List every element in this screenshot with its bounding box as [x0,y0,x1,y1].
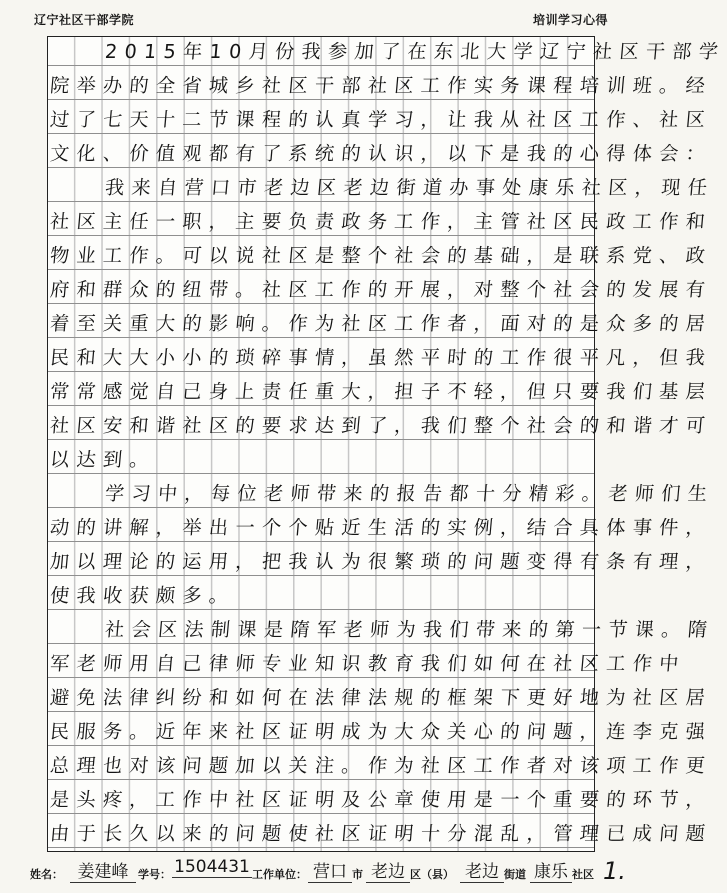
district-label: 区（县） [410,868,454,881]
community-label: 社区 [572,868,594,881]
text-line: 我来自营口市老边区老边街道办事处康乐社区，现任 [104,176,716,199]
id-label: 学号： [138,868,171,881]
text-line: 学习中，每位老师带来的报告都十分精彩。老师们生 [104,482,716,505]
text-line: 院举办的全省城乡社区干部社区工作实务课程培训班。经 [49,74,714,97]
page-number: 1. [603,857,626,885]
id-value: 1504431 [172,857,252,878]
text-line: 由于长久以来的问题使社区证明十分混乱，管理已成问题 [49,822,714,845]
text-line: 以达到。 [49,448,158,471]
text-line: 着至关重大的影响。作为社区工作者，面对的是众多的居 [49,312,714,335]
text-line: 过了七天十二节课程的认真学习，让我从社区工作、社区 [49,108,714,131]
city-value: 营口 [308,857,352,883]
street-label: 街道 [504,868,526,881]
handwritten-text [48,37,727,851]
text-line: 民服务。近年来社区证明成为大众关心的问题，连李克强 [49,720,714,743]
text-line: 文化、价值观都有了系统的认识，以下是我的心得体会： [49,142,714,165]
name-value: 姜建峰 [70,857,136,883]
text-line: 社区安和谐社区的要求达到了，我们整个社会的和谐才可 [49,414,714,437]
text-line: 总理也对该问题加以关注。作为社区工作者对该项工作更 [49,754,714,777]
street-value: 老边 [460,857,504,883]
unit-label: 工作单位： [252,868,307,881]
text-line: 府和群众的纽带。社区工作的开展，对整个社会的发展有 [49,278,714,301]
page-header [0,0,650,34]
text-line: 使我收获颇多。 [49,584,237,607]
text-line: 是头疼，工作中社区证明及公章使用是一个重要的环节， [49,788,714,811]
text-line: 常常感觉自己身上责任重大，担子不轻，但只要我们基层 [49,380,714,403]
school-name: 辽宁社区干部学院 [34,13,135,27]
district-value: 老边 [366,857,410,883]
text-line: 动的讲解，举出一个个贴近生活的实例，结合具体事件， [49,516,714,539]
text-line: 避免法律纠纷和如何在法律法规的框架下更好地为社区居 [49,686,714,709]
text-line: 加以理论的运用，把我认为很繁琐的问题变得有条有理， [49,550,714,573]
city-label: 市 [352,868,363,881]
text-line: 军老师用自己律师专业知识教育我们如何在社区工作中 [49,652,687,675]
text-line: 社会区法制课是隋军老师为我们带来的第一节课。隋 [104,618,716,641]
text-line: 2015年10月份我参加了在东北大学辽宁社区干部学 [104,40,727,63]
community-value: 康乐 [530,857,572,883]
name-label: 姓名： [30,868,63,881]
text-line: 民和大大小小的琐碎事情，虽然平时的工作很平凡，但我 [49,346,714,369]
page-footer [30,855,630,891]
document-type: 培训学习心得 [532,13,608,27]
text-line: 物业工作。可以说社区是整个社会的基础，是联系党、政 [49,244,714,267]
writing-grid [47,36,727,852]
text-line: 社区主任一职，主要负责政务工作，主管社区民政工作和 [49,210,714,233]
